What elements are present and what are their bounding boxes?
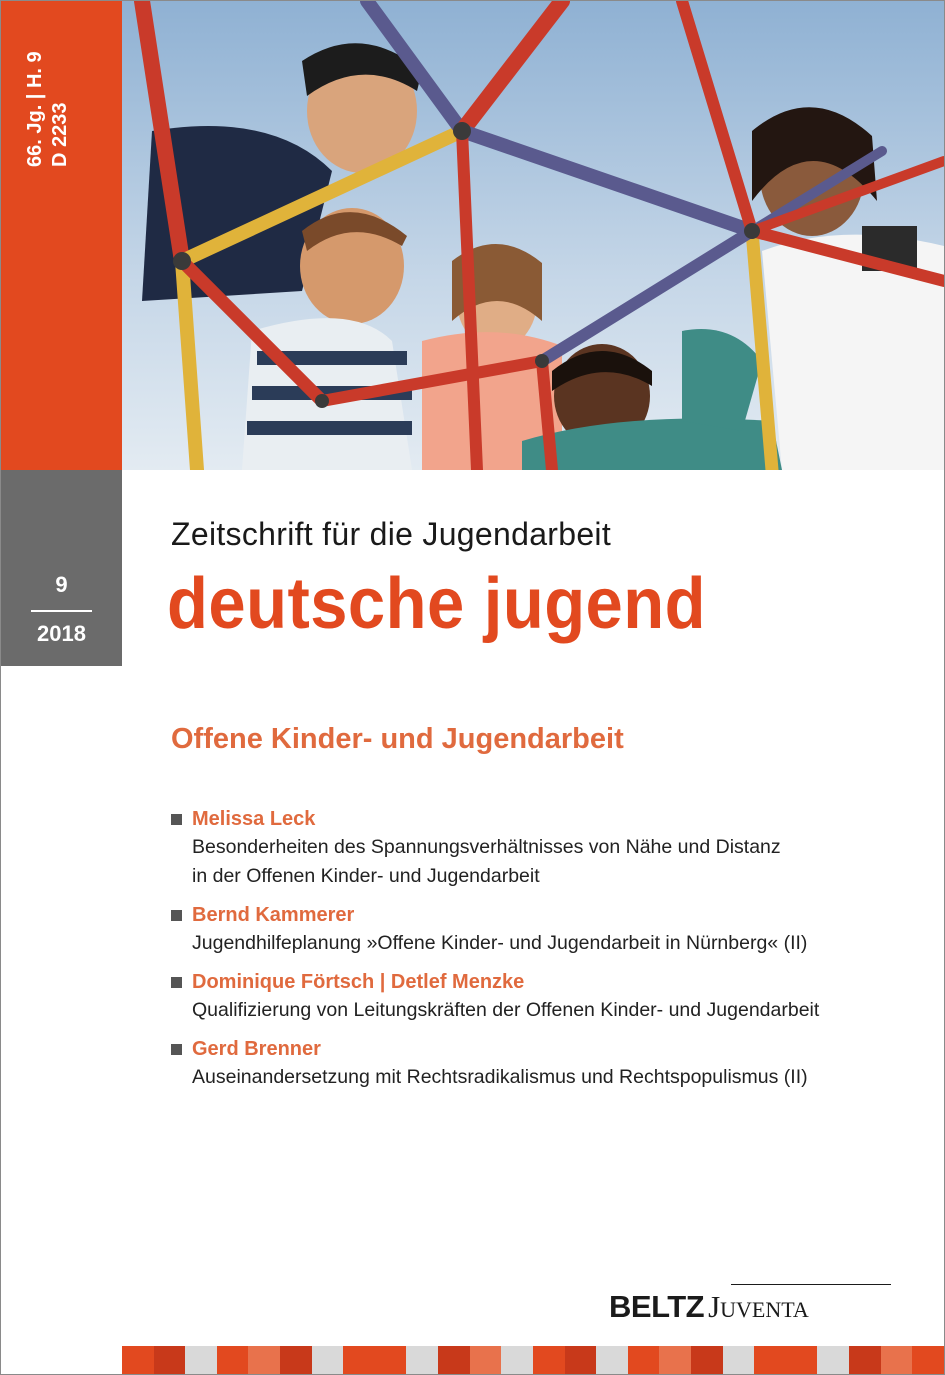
volume-bar bbox=[1, 1, 122, 470]
bullet-square-icon bbox=[171, 977, 182, 988]
stripe-block bbox=[881, 1346, 913, 1374]
stripe-block bbox=[691, 1346, 723, 1374]
article-title-line: Auseinandersetzung mit Rechtsradikalismus und Rechtspopulismus (II) bbox=[192, 1066, 808, 1088]
article-title-line: Besonderheiten des Spannungsverhältnisses von Nähe und Distanz bbox=[192, 836, 781, 858]
bullet-square-icon bbox=[171, 1044, 182, 1055]
stripe-block bbox=[375, 1346, 407, 1374]
stripe-block bbox=[312, 1346, 344, 1374]
stripe-block bbox=[754, 1346, 786, 1374]
stripe-block bbox=[406, 1346, 438, 1374]
publisher-name-juventa: Juventa bbox=[708, 1289, 809, 1324]
article-author: Dominique Förtsch | Detlef Menzke bbox=[192, 971, 525, 993]
stripe-block bbox=[628, 1346, 660, 1374]
stripe-block bbox=[596, 1346, 628, 1374]
stripe-block bbox=[122, 1346, 154, 1374]
article-item bbox=[171, 806, 911, 891]
publisher-overline bbox=[731, 1284, 891, 1285]
stripe-block bbox=[280, 1346, 312, 1374]
article-list bbox=[171, 806, 911, 1103]
article-author: Melissa Leck bbox=[192, 808, 316, 830]
stripe-block bbox=[533, 1346, 565, 1374]
bullet-square-icon bbox=[171, 910, 182, 921]
article-author: Bernd Kammerer bbox=[192, 904, 355, 926]
stripe-block bbox=[723, 1346, 755, 1374]
volume-line: 66. Jg. | H. 9 bbox=[24, 51, 46, 167]
issue-number: 9 bbox=[55, 572, 68, 597]
stripe-block bbox=[248, 1346, 280, 1374]
postal-number: D 2233 bbox=[49, 102, 71, 167]
stripe-block bbox=[501, 1346, 533, 1374]
article-item bbox=[171, 969, 911, 1025]
stripe-block bbox=[849, 1346, 881, 1374]
article-author: Gerd Brenner bbox=[192, 1038, 321, 1060]
stripe-block bbox=[659, 1346, 691, 1374]
stripe-block bbox=[565, 1346, 597, 1374]
decorative-stripe-bar bbox=[122, 1346, 944, 1374]
stripe-block bbox=[912, 1346, 944, 1374]
publisher-logo bbox=[609, 1289, 809, 1325]
issue-year: 2018 bbox=[37, 621, 86, 646]
magazine-title: deutsche jugend bbox=[167, 564, 706, 644]
issue-bar bbox=[1, 470, 122, 666]
stripe-block bbox=[185, 1346, 217, 1374]
article-title-line: Qualifizierung von Leitungskräften der Offenen Kinder- und Jugendarbeit bbox=[192, 999, 820, 1021]
bullet-square-icon bbox=[171, 814, 182, 825]
issue-divider bbox=[31, 610, 92, 612]
stripe-block bbox=[438, 1346, 470, 1374]
children-climbing-frame-image bbox=[122, 1, 944, 470]
magazine-subtitle: Zeitschrift für die Jugendarbeit bbox=[171, 516, 612, 552]
stripe-block bbox=[343, 1346, 375, 1374]
article-item bbox=[171, 1036, 911, 1092]
article-item bbox=[171, 902, 911, 958]
article-title-line: in der Offenen Kinder- und Jugendarbeit bbox=[192, 865, 540, 887]
publisher-name-beltz: BELTZ bbox=[609, 1289, 705, 1324]
stripe-block bbox=[470, 1346, 502, 1374]
stripe-block bbox=[786, 1346, 818, 1374]
issue-theme: Offene Kinder- und Jugendarbeit bbox=[171, 723, 624, 755]
article-title-line: Jugendhilfeplanung »Offene Kinder- und Jugendarbeit in Nürnberg« (II) bbox=[192, 932, 808, 954]
volume-info bbox=[23, 51, 73, 167]
stripe-block bbox=[154, 1346, 186, 1374]
stripe-block bbox=[217, 1346, 249, 1374]
cover-photo bbox=[122, 1, 944, 470]
stripe-block bbox=[817, 1346, 849, 1374]
